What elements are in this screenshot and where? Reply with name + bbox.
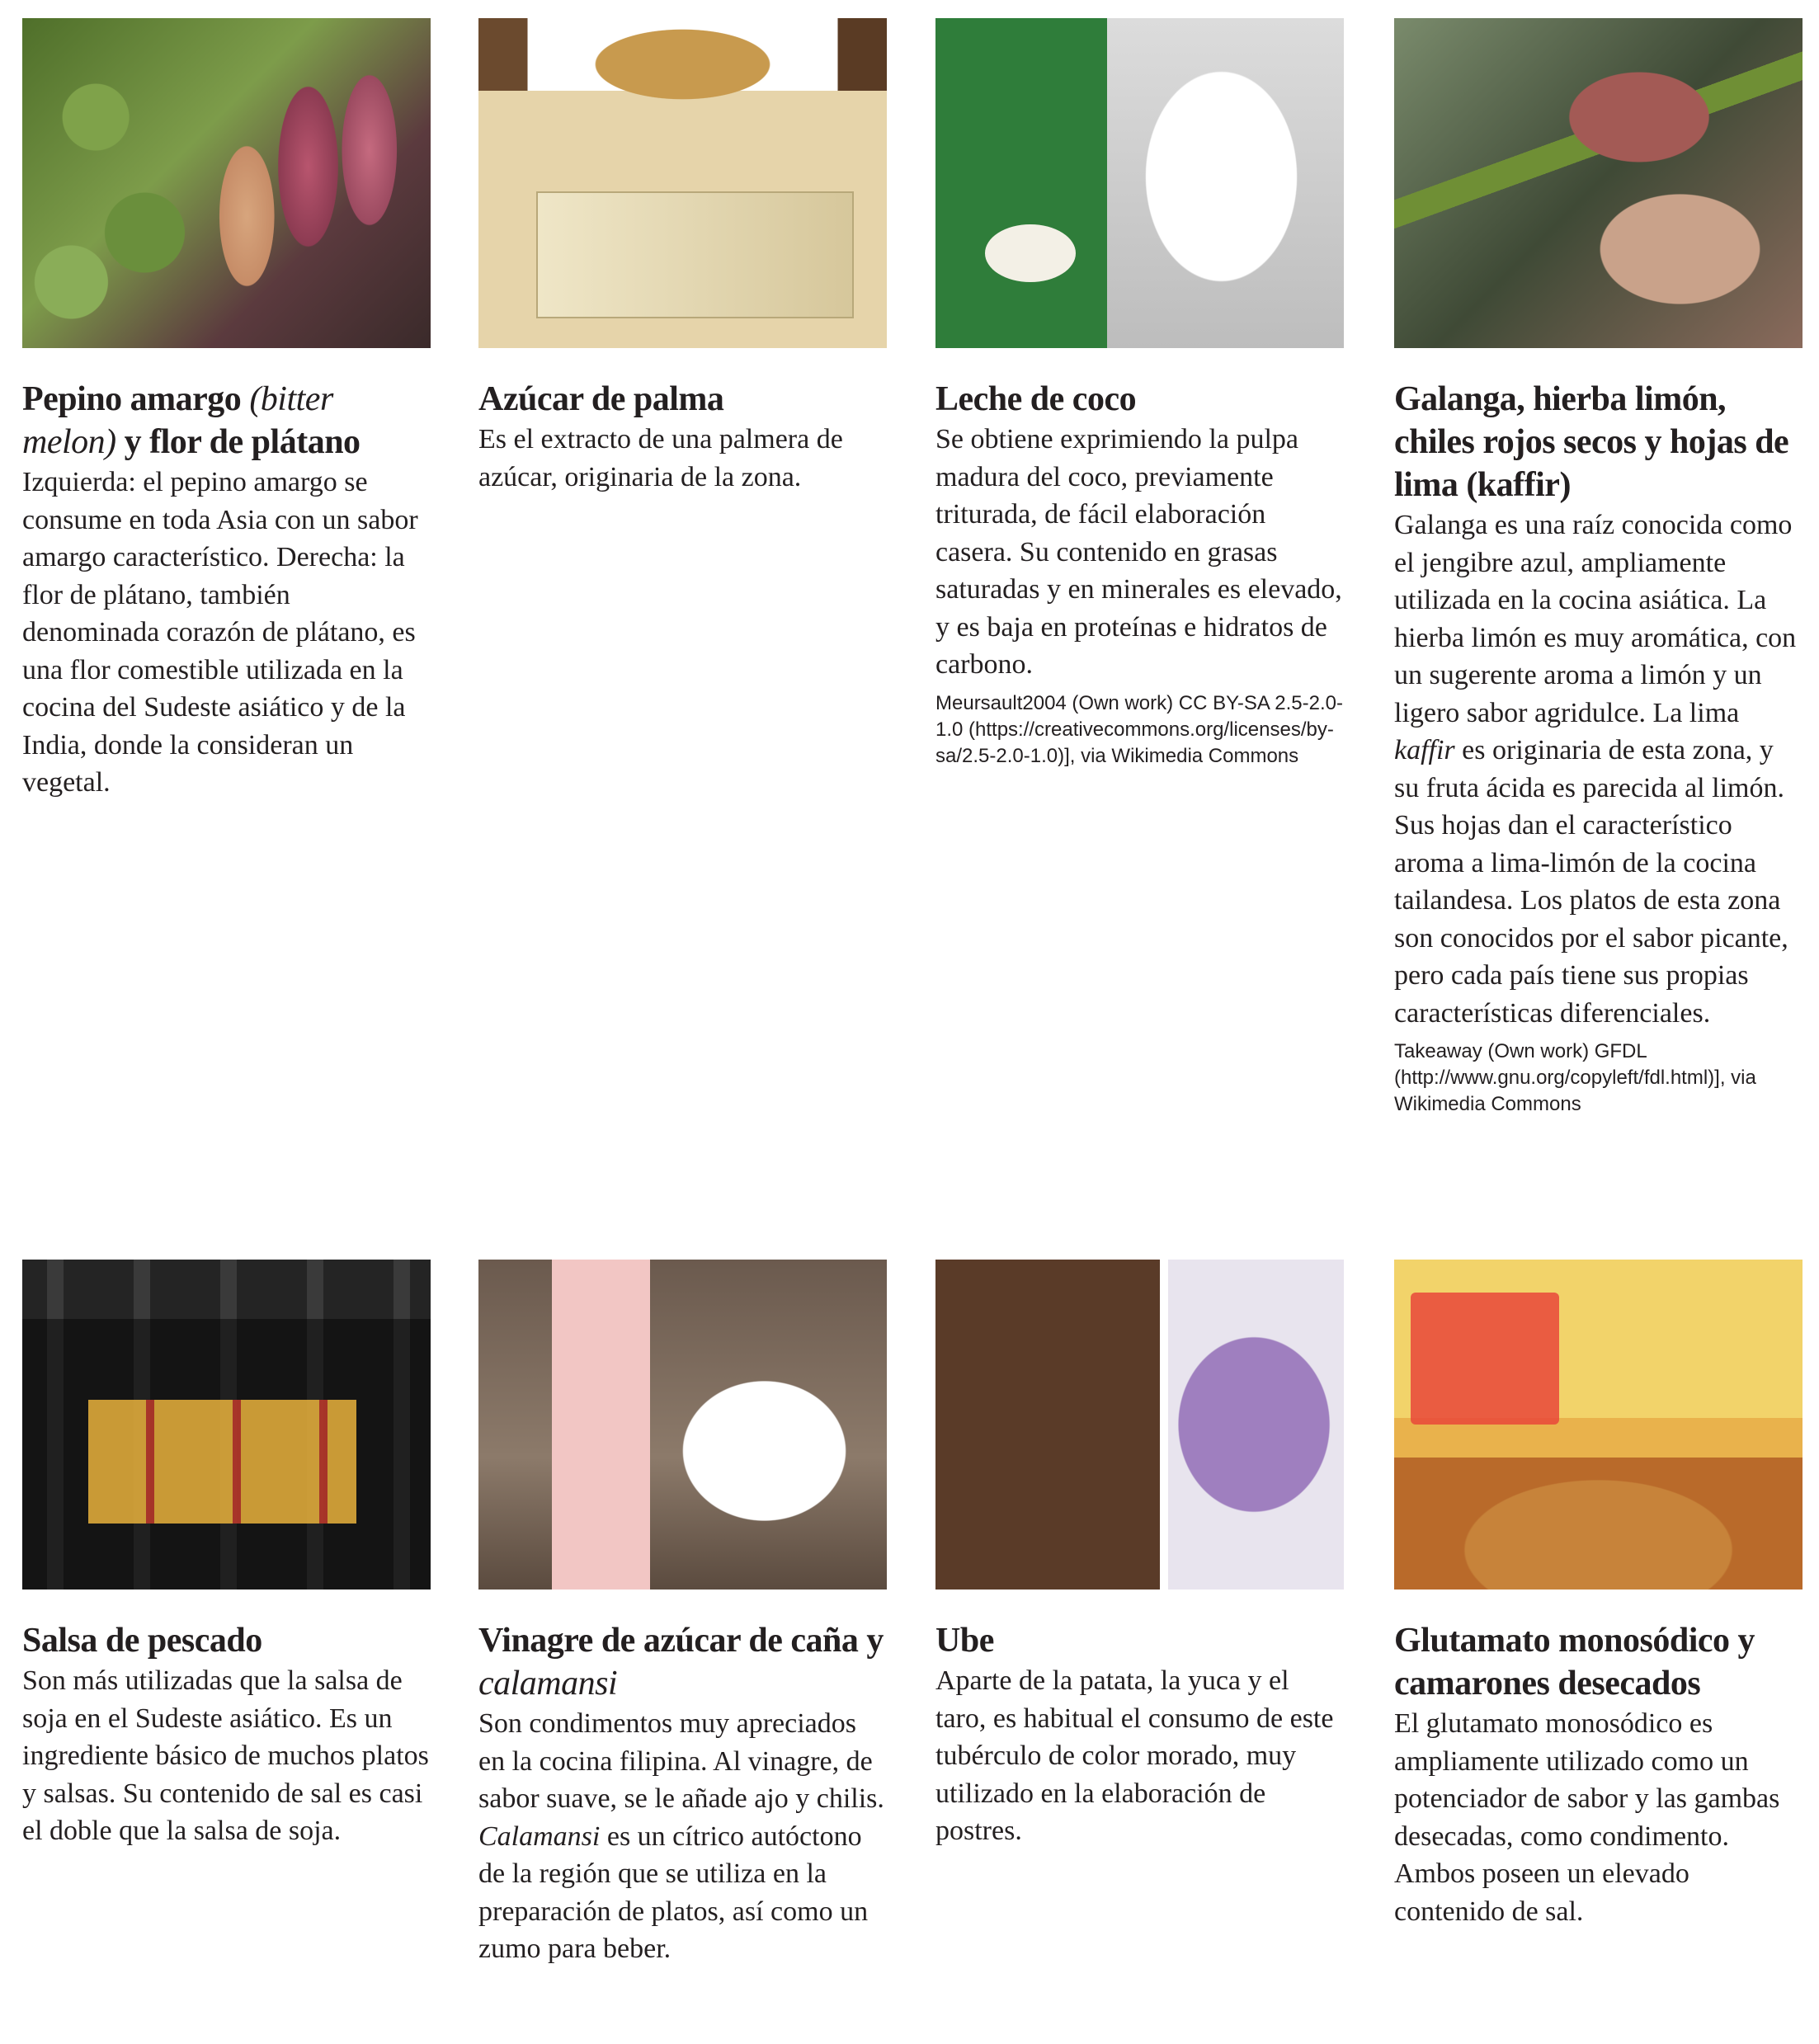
card-body: Galanga es una raíz conocida como el jengibre azul, ampliamente utilizada en la cocina asiática. La hierba limón es muy aromática, con un sugerente aroma a limón y un ligero sabor agridulce. La lima kaffir es originaria de esta zona, y su fruta ácida es parecida al limón. Sus hojas dan el característico aroma a lima-limón de la cocina tailandesa. Los platos de esta zona son conocidos por el sabor picante, pero cada país tiene sus propias características diferenciales. (1394, 510, 1797, 1029)
card-title: Azúcar de palma (478, 380, 724, 418)
card-body: Izquierda: el pepino amargo se consume en toda Asia con un sabor amargo característico. Derecha: la flor de plátano, también denominada corazón de plátano, es una flor comestible utilizada en la cocina del Sudeste asiático y de la India, donde la consideran un vegetal. (22, 467, 418, 798)
photo-vinegar-calamansi (478, 1260, 887, 1590)
photo-coconut-milk (935, 18, 1344, 348)
card-pepino-amargo (22, 18, 431, 802)
card-body: Aparte de la patata, la yuca y el taro, es habitual el consumo de este tubérculo de color morado, muy utilizado en la elaboración de postres. (935, 1665, 1334, 1846)
card-title: Vinagre de azúcar de caña y calamansi (478, 1622, 884, 1703)
photo-ube-purple-yam (935, 1260, 1344, 1590)
photo-credit: Meursault2004 (Own work) CC BY-SA 2.5-2.0-1.0 (https://creativecommons.org/licenses/by-sa/2.5-2.0-1.0)], via Wikimedia Commons (935, 691, 1343, 767)
photo-credit: Takeaway (Own work) GFDL (http://www.gnu.org/copyleft/fdl.html)], via Wikimedia Commons (1394, 1040, 1756, 1115)
card-galanga (1394, 18, 1803, 1118)
card-body: Son más utilizadas que la salsa de soja en el Sudeste asiático. Es un ingrediente básico de muchos platos y salsas. Su contenido de sal es casi el doble que la salsa de soja. (22, 1665, 429, 1846)
photo-bitter-melon-banana-flower (22, 18, 431, 348)
card-title: Pepino amargo (bitter melon) y flor de plátano (22, 380, 361, 461)
card-body: Es el extracto de una palmera de azúcar, originaria de la zona. (478, 424, 843, 492)
card-title: Glutamato monosódico y camarones desecados (1394, 1622, 1755, 1703)
photo-galangal-lemongrass (1394, 18, 1803, 348)
card-body: Son condimentos muy apreciados en la cocina filipina. Al vinagre, de sabor suave, se le añade ajo y chilis. Calamansi es un cítrico autóctono de la región que se utiliza en la preparación de platos, así como un zumo para beber. (478, 1708, 884, 1964)
card-salsa-de-pescado (22, 1260, 431, 1850)
card-ube (935, 1260, 1344, 1850)
card-title: Leche de coco (935, 380, 1137, 418)
card-glutamato (1394, 1260, 1803, 1930)
photo-msg-dried-shrimp (1394, 1260, 1803, 1590)
card-azucar-de-palma (478, 18, 887, 496)
photo-palm-sugar-jar (478, 18, 887, 348)
card-body: El glutamato monosódico es ampliamente utilizado como un potenciador de sabor y las gambas desecadas, como condimento. Ambos poseen un elevado contenido de sal. (1394, 1708, 1780, 1927)
card-vinagre-calamansi (478, 1260, 887, 1968)
card-body: Se obtiene exprimiendo la pulpa madura del coco, previamente triturada, de fácil elaboración casera. Su contenido en grasas saturadas y en minerales es elevado, y es baja en proteínas e hidratos de carbono. (935, 424, 1342, 680)
card-title: Galanga, hierba limón, chiles rojos secos y hojas de lima (kaffir) (1394, 380, 1789, 504)
photo-fish-sauce-bottles (22, 1260, 431, 1590)
card-title: Ube (935, 1622, 994, 1660)
card-title: Salsa de pescado (22, 1622, 262, 1660)
card-leche-de-coco (935, 18, 1344, 770)
